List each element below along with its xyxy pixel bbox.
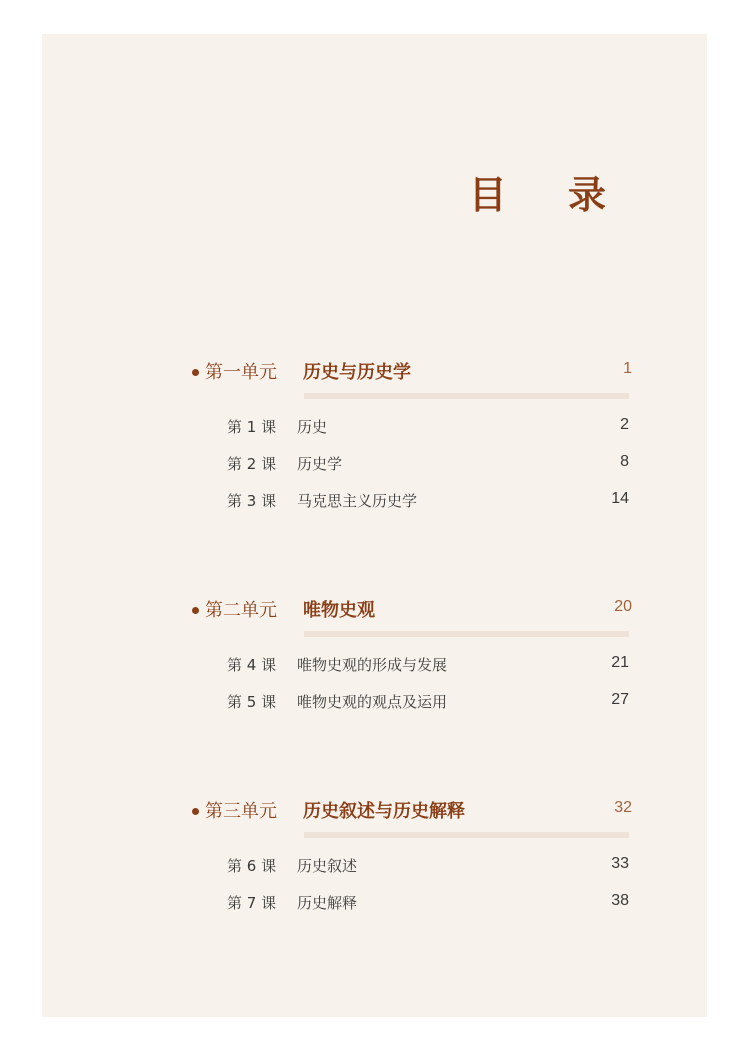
lesson-title: 历史解释 bbox=[297, 894, 358, 912]
lesson-title: 唯物史观的观点及运用 bbox=[297, 693, 448, 711]
lesson-number: 第 6 课 bbox=[227, 857, 277, 875]
lesson-list bbox=[227, 855, 629, 929]
lesson-item[interactable] bbox=[227, 691, 629, 728]
unit-page-number: 32 bbox=[614, 799, 632, 816]
unit-number: 第三单元 bbox=[205, 801, 277, 822]
toc-page bbox=[42, 34, 707, 1017]
unit-page-number: 20 bbox=[614, 598, 632, 615]
unit-divider bbox=[304, 832, 629, 838]
lesson-page-number: 38 bbox=[611, 892, 629, 909]
unit-divider bbox=[304, 393, 629, 399]
lesson-number: 第 1 课 bbox=[227, 418, 277, 436]
lesson-page-number: 27 bbox=[611, 691, 629, 708]
lesson-title: 唯物史观的形成与发展 bbox=[297, 656, 448, 674]
lesson-page-number: 33 bbox=[611, 855, 629, 872]
unit-title: 历史叙述与历史解释 bbox=[303, 801, 465, 822]
lesson-item[interactable] bbox=[227, 654, 629, 691]
lesson-item[interactable] bbox=[227, 855, 629, 892]
bullet-icon bbox=[192, 607, 199, 614]
lesson-title: 马克思主义历史学 bbox=[297, 492, 418, 510]
lesson-number: 第 4 课 bbox=[227, 656, 277, 674]
lesson-page-number: 2 bbox=[620, 416, 629, 433]
unit-divider bbox=[304, 631, 629, 637]
unit-number: 第二单元 bbox=[205, 600, 277, 621]
lesson-page-number: 8 bbox=[620, 453, 629, 470]
unit-heading[interactable] bbox=[192, 596, 632, 626]
lesson-page-number: 21 bbox=[611, 654, 629, 671]
unit-title: 历史与历史学 bbox=[303, 362, 411, 383]
lesson-page-number: 14 bbox=[611, 490, 629, 507]
lesson-item[interactable] bbox=[227, 490, 629, 527]
lesson-number: 第 7 课 bbox=[227, 894, 277, 912]
unit-heading[interactable] bbox=[192, 797, 632, 827]
lesson-number: 第 5 课 bbox=[227, 693, 277, 711]
lesson-list bbox=[227, 654, 629, 728]
lesson-title: 历史叙述 bbox=[297, 857, 358, 875]
lesson-title: 历史学 bbox=[297, 455, 343, 473]
lesson-item[interactable] bbox=[227, 416, 629, 453]
unit-number: 第一单元 bbox=[205, 362, 277, 383]
toc-title: 目 录 bbox=[468, 172, 630, 217]
unit-page-number: 1 bbox=[623, 360, 632, 377]
bullet-icon bbox=[192, 369, 199, 376]
lesson-title: 历史 bbox=[297, 418, 328, 436]
unit-heading[interactable] bbox=[192, 358, 632, 388]
lesson-item[interactable] bbox=[227, 892, 629, 929]
unit-title: 唯物史观 bbox=[303, 600, 375, 621]
bullet-icon bbox=[192, 808, 199, 815]
lesson-number: 第 2 课 bbox=[227, 455, 277, 473]
lesson-list bbox=[227, 416, 629, 527]
lesson-number: 第 3 课 bbox=[227, 492, 277, 510]
lesson-item[interactable] bbox=[227, 453, 629, 490]
